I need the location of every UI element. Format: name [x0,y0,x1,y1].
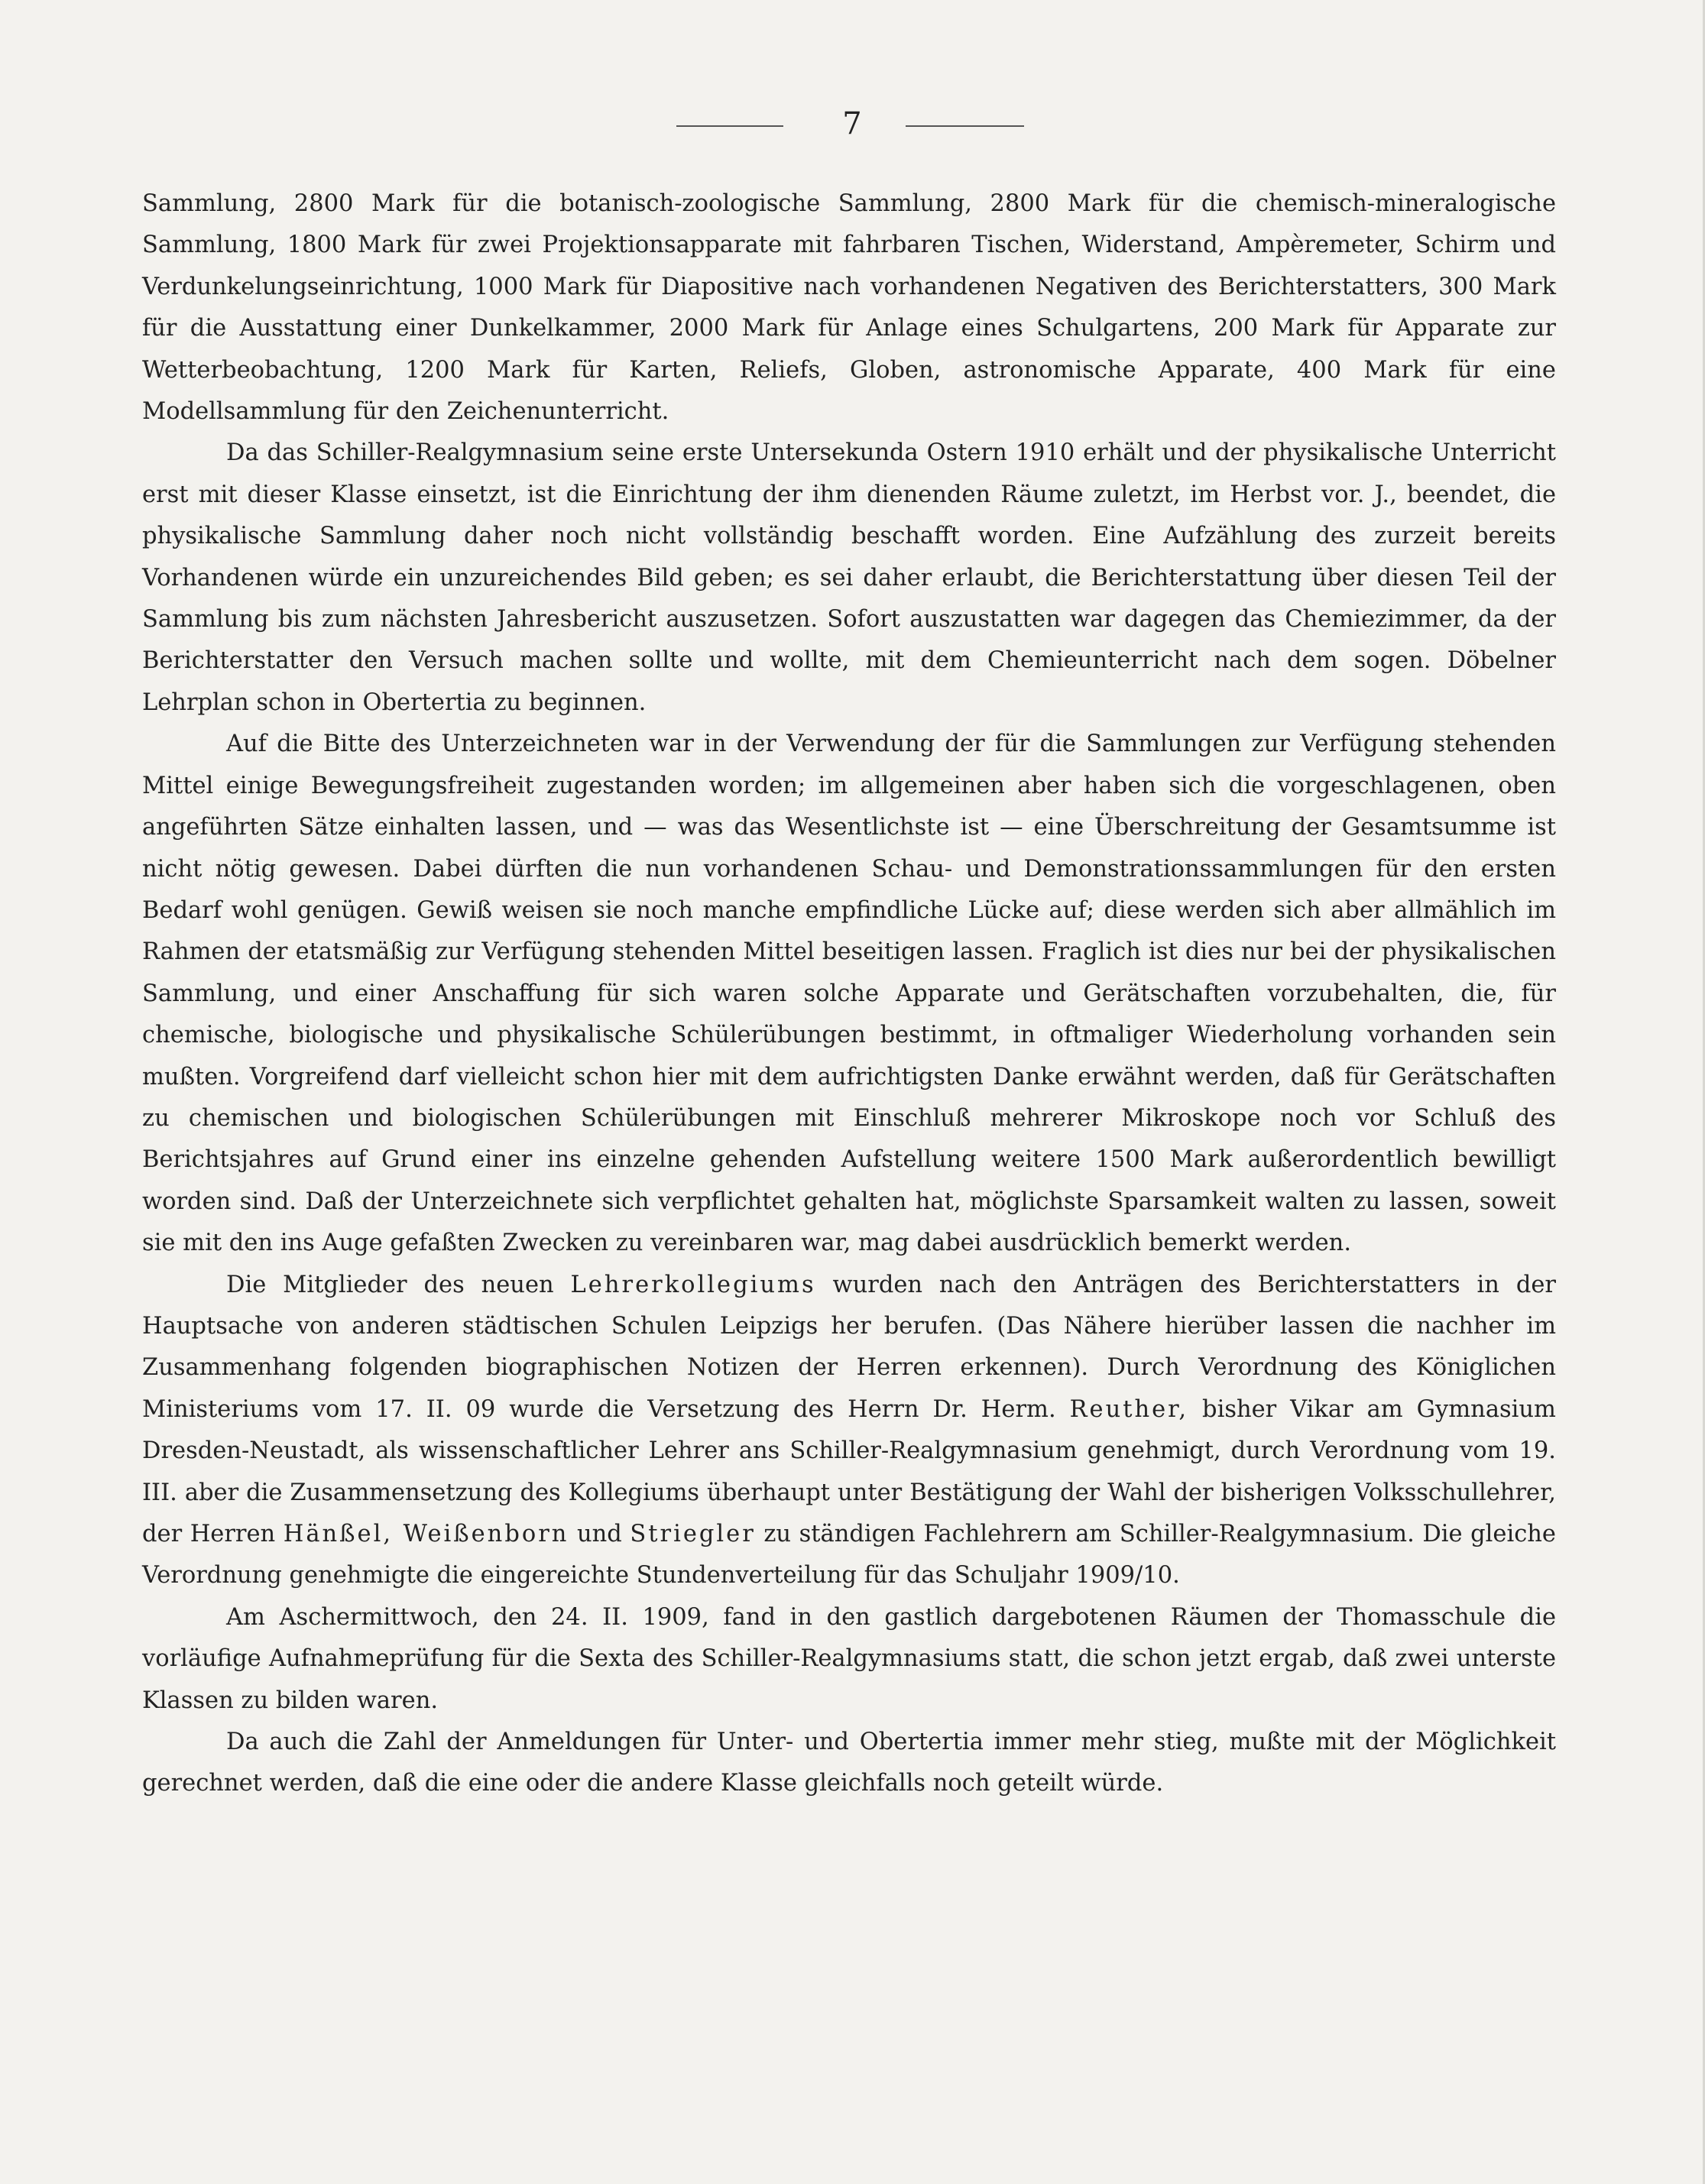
spaced-term-lehrerkollegiums: Lehrerkollegiums [570,1271,816,1298]
paragraph-4 [142,1265,1556,1597]
page-number: 7 [842,106,862,141]
paragraph-1: Sammlung, 2800 Mark für die botanisch-zoologische Sammlung, 2800 Mark für die chemisch-mineralogische Sammlung, 1800 Mark für zwei Projektionsapparate mit fahrbaren Tischen, Widerstand, Ampèremeter, Schirm und Verdunkelungseinrichtung, 1000 Mark für Diapositive nach vorhandenen Negativen des Berichterstatters, 300 Mark für die Ausstattung einer Dunkelkammer, 2000 Mark für Anlage eines Schulgartens, 200 Mark für Apparate zur Wetterbeobachtung, 1200 Mark für Karten, Reliefs, Globen, astronomische Apparate, 400 Mark für eine Modellsammlung für den Zeichenunterricht. [142,190,1556,426]
paragraph-4-text-4: und [576,1521,622,1547]
body-text [142,183,1556,1805]
paragraph-6: Da auch die Zahl der Anmeldungen für Unter- und Obertertia immer mehr stieg, mußte mit der Möglichkeit gerechnet werden, daß die eine oder die andere Klasse gleichfalls noch geteilt würde. [142,1729,1556,1797]
spaced-names-haenssel-weissenborn: Hänßel, Weißenborn [283,1521,569,1547]
paragraph-4-text-2: wurden nach den Anträgen des Berichterstatters in der Hauptsache von anderen städtischen Schulen Leipzigs her berufen. (Das Nähere hierüber lassen die nachher im Zusammenhang folgenden biographischen Notizen der Herren erkennen). Durch Verordnung des Königlichen Ministeriums vom 17. II. 09 wurde die Versetzung des Herrn Dr. Herm. [142,1271,1556,1423]
header-rule-right [906,125,1024,127]
page-header [0,101,1705,147]
paragraph-2: Da das Schiller-Realgymnasium seine erste Untersekunda Ostern 1910 erhält und der physikalische Unterricht erst mit dieser Klasse einsetzt, ist die Einrichtung der ihm dienenden Räume zuletzt, im Herbst vor. J., beendet, die physikalische Sammlung daher noch nicht vollständig beschafft worden. Eine Aufzählung des zurzeit bereits Vorhandenen würde ein unzureichendes Bild geben; es sei daher erlaubt, die Berichterstattung über diesen Teil der Sammlung bis zum nächsten Jahresbericht auszusetzen. Sofort auszustatten war dagegen das Chemiezimmer, da der Berichterstatter den Versuch machen sollte und wollte, mit dem Chemieunterricht nach dem sogen. Döbelner Lehrplan schon in Obertertia zu beginnen. [142,439,1556,716]
paragraph-4-text-5: zu ständigen Fachlehrern am Schiller-Realgymnasium. Die gleiche Verordnung genehmigte die eingereichte Stundenverteilung für das Schuljahr 1909/10. [142,1521,1556,1589]
paragraph-3: Auf die Bitte des Unterzeichneten war in der Verwendung der für die Sammlungen zur Verfügung stehenden Mittel einige Bewegungsfreiheit zugestanden worden; im allgemeinen aber haben sich die vorgeschlagenen, oben angeführten Sätze einhalten lassen, und — was das Wesentlichste ist — eine Überschreitung der Gesamtsumme ist nicht nötig gewesen. Dabei dürften die nun vorhandenen Schau- und Demonstrationssammlungen für den ersten Bedarf wohl genügen. Gewiß weisen sie noch manche empfindliche Lücke auf; diese werden sich aber allmählich im Rahmen der etatsmäßig zur Verfügung stehenden Mittel beseitigen lassen. Fraglich ist dies nur bei der physikalischen Sammlung, und einer Anschaffung für sich waren solche Apparate und Gerätschaften vorzubehalten, die, für chemische, biologische und physikalische Schülerübungen bestimmt, in oftmaliger Wiederholung vorhanden sein mußten. Vorgreifend darf vielleicht schon hier mit dem aufrichtigsten Danke erwähnt werden, daß für Gerätschaften zu chemischen und biologischen Schülerübungen mit Einschluß mehrerer Mikroskope noch vor Schluß des Berichtsjahres auf Grund einer ins einzelne gehenden Aufstellung weitere 1500 Mark außerordentlich bewilligt worden sind. Daß der Unterzeichnete sich verpflichtet gehalten hat, möglichste Sparsamkeit walten zu lassen, soweit sie mit den ins Auge gefaßten Zwecken zu vereinbaren war, mag dabei ausdrücklich bemerkt werden. [142,731,1556,1257]
paragraph-4-text-3: bisher Vikar am Gymnasium Dresden-Neustadt, als wissenschaftlicher Lehrer ans Schiller-Realgymnasium genehmigt, durch Verordnung vom 19. III. aber die Zusammensetzung des Kollegiums überhaupt unter Bestätigung der Wahl der bisherigen Volksschullehrer, der Herren [142,1395,1556,1547]
header-rule-left [676,125,783,127]
spaced-name-reuther: Reuther, [1069,1395,1189,1423]
paragraph-5: Am Aschermittwoch, den 24. II. 1909, fand in den gastlich dargebotenen Räumen der Thomasschule die vorläufige Aufnahmeprüfung für die Sexta des Schiller-Realgymnasiums statt, die schon jetzt ergab, daß zwei unterste Klassen zu bilden waren. [142,1603,1556,1714]
paragraph-4-text-1: Die Mitglieder des neuen [226,1271,554,1298]
spaced-name-striegler: Striegler [630,1521,756,1547]
